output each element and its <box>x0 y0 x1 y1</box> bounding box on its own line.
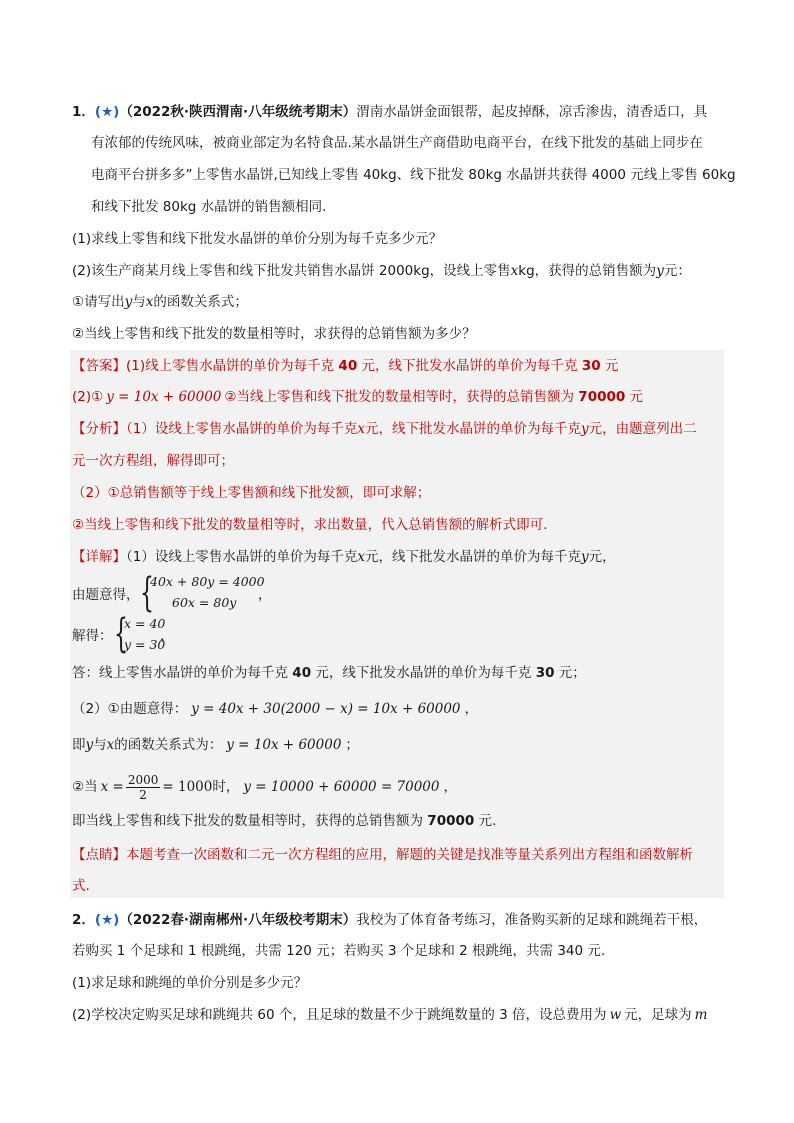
detail-value: 30 <box>535 665 555 681</box>
comment-text: 本题考查一次函数和二元一次方程组的应用，解题的关键是找准等量关系列出方程组和函数解析 <box>126 847 693 863</box>
answer-value: 30 <box>581 358 601 374</box>
analysis-line4: ②当线上零售和线下批发的数量相等时，求出数量，代入总销售额的解析式即可. <box>72 517 548 533</box>
q1-line4: 和线下批发 80kg 水晶饼的销售额相同. <box>91 199 327 215</box>
var-w: w <box>609 1007 622 1023</box>
detail-line5 <box>72 699 478 719</box>
detail-text: 即当线上零售和线下批发的数量相等时，获得的总销售额为 <box>72 813 428 829</box>
answer-line1 <box>72 356 618 376</box>
analysis-text: （1）设线上零售水晶饼的单价为每千克 <box>126 421 358 437</box>
comment-line2: 式. <box>72 878 90 894</box>
difficulty-star-icon: (★) <box>94 104 120 120</box>
comment-line1 <box>72 845 693 865</box>
analysis-text: 元，由题意列出二 <box>588 421 697 437</box>
answer-text: ②当线上零售和线下批发的数量相等时，获得的总销售额为 <box>224 389 579 405</box>
question-number: 2． <box>72 912 95 928</box>
detail-line1 <box>72 547 616 567</box>
detail-text: 元，线下批发水晶饼的单价为每千克 <box>364 549 581 565</box>
detail-text: 与 <box>93 737 107 753</box>
detail-text: 元， <box>588 549 616 565</box>
left-brace: { <box>140 570 154 616</box>
sub21-a: ①请写出 <box>72 294 125 310</box>
detail-text: ②当 <box>72 779 98 795</box>
sub2-text-b: 元，足球为 <box>624 1007 692 1023</box>
question-source: （2022秋·陕西渭南·八年级统考期末） <box>119 104 357 120</box>
left-brace: { <box>114 611 128 657</box>
q1-sub2 <box>72 261 691 281</box>
q1-line1 <box>72 102 707 122</box>
analysis-line3: （2）①总销售额等于线上零售额和线下批发额，即可求解； <box>72 485 431 501</box>
answer-text: (1)线上零售水晶饼的单价为每千克 <box>126 358 339 374</box>
equation-end: ， <box>258 587 272 603</box>
fraction-denominator: 2 <box>139 787 147 802</box>
answer-text: 元 <box>625 389 644 405</box>
question-source: （2022春·湖南郴州·八年级校考期末） <box>119 912 357 928</box>
detail-line6 <box>72 735 359 755</box>
solution-x: x = 40 <box>124 616 166 631</box>
answer-label: 【答案】 <box>72 358 126 374</box>
q1-sub2-1 <box>72 292 248 312</box>
q1-sub1: (1)求线上零售和线下批发水晶饼的单价分别为每千克多少元？ <box>72 231 443 247</box>
sub2-text-a: (2)该生产商某月线上零售和线下批发共销售水晶饼 2000kg，设线上零售 <box>72 263 511 279</box>
q2-sub2 <box>72 1005 707 1025</box>
q2-line2: 若购买 1 个足球和 1 根跳绳，共需 120 元；若购买 3 个足球和 2 根跳绳，共需 340 元. <box>72 943 606 959</box>
var-x: x <box>106 737 115 753</box>
detail-text: ， <box>443 779 457 795</box>
var-x: x <box>145 294 154 310</box>
analysis-line1 <box>72 419 697 439</box>
var-m: m <box>694 1007 708 1023</box>
detail-text: 时， <box>212 779 240 795</box>
difficulty-star-icon: (★) <box>94 912 120 928</box>
sub21-c: 的函数关系式； <box>153 294 248 310</box>
answer-prefix: (2)① <box>72 389 104 405</box>
detail-text: 元，线下批发水晶饼的单价为每千克 <box>311 665 536 681</box>
sub2-text-b: kg，获得的总销售额为 <box>518 263 657 279</box>
answer-formula: y = 10x + 60000 <box>106 389 222 405</box>
answer-text: 元，线下批发水晶饼的单价为每千克 <box>357 358 582 374</box>
var-x: x <box>357 421 365 437</box>
detail-text: 的函数关系式为： <box>114 737 223 753</box>
q2-sub1: (1)求足球和跳绳的单价分别是多少元？ <box>72 975 308 991</box>
q2-line1 <box>72 910 707 930</box>
fraction-numerator: 2000 <box>127 772 159 787</box>
detail-text: 即 <box>72 737 86 753</box>
var-y: y <box>580 549 589 565</box>
detail-label: 【详解】 <box>72 549 126 565</box>
detail-formula: y = 10000 + 60000 = 70000 <box>243 779 440 795</box>
var-x: x <box>357 549 365 565</box>
detail-formula: y = 40x + 30(2000 − x) = 10x + 60000 <box>191 701 461 717</box>
detail-text: ； <box>345 737 359 753</box>
solution-end: ， <box>160 628 174 644</box>
detail-text: 元； <box>554 665 586 681</box>
q1-line3: 电商平台拼多多”上零售水晶饼,已知线上零售 40kg、线下批发 80kg 水晶饼共获得 4000 元线上零售 60kg <box>91 167 736 183</box>
equation-1: 40x + 80y = 4000 <box>150 574 265 589</box>
q1-sub2-2: ②当线上零售和线下批发的数量相等时，求获得的总销售额为多少？ <box>72 326 476 342</box>
analysis-text: 元，线下批发水晶饼的单价为每千克 <box>364 421 581 437</box>
detail-label-given: 由题意得， <box>72 587 140 603</box>
detail-line7 <box>72 770 457 804</box>
detail-value: 70000 <box>427 813 475 829</box>
analysis-line2: 元一次方程组，解得即可； <box>72 453 234 469</box>
var-x: x <box>510 263 519 279</box>
detail-formula: y = 10x + 60000 <box>226 737 342 753</box>
detail-line4 <box>72 663 586 683</box>
solution-y: y = 30 <box>124 637 166 652</box>
fraction <box>126 773 161 802</box>
sub21-b: 与 <box>132 294 146 310</box>
detail-value: 40 <box>292 665 312 681</box>
detail-text: ， <box>464 701 479 717</box>
var-y: y <box>580 421 589 437</box>
detail-formula: x = <box>100 779 124 795</box>
sub2-text-a: (2)学校决定购买足球和跳绳共 60 个，且足球的数量不少于跳绳数量的 3 倍，设总费用为 <box>72 1007 607 1023</box>
var-y: y <box>124 294 133 310</box>
equation-2: 60x = 80y <box>172 595 237 610</box>
analysis-label: 【分析】 <box>72 421 126 437</box>
detail-text: （2）①由题意得： <box>72 701 188 717</box>
detail-text: 答：线上零售水晶饼的单价为每千克 <box>72 665 293 681</box>
detail-text: 元. <box>474 813 497 829</box>
question-number: 1． <box>72 104 95 120</box>
answer-value: 70000 <box>578 389 626 405</box>
comment-label: 【点睛】 <box>72 847 126 863</box>
detail-formula: = 1000 <box>162 779 213 795</box>
question-text: 渭南水晶饼金面银帮，起皮掉酥，凉舌渗齿，清香适口，具 <box>356 104 708 120</box>
var-y: y <box>85 737 94 753</box>
answer-value: 40 <box>338 358 358 374</box>
detail-label-solve: 解得： <box>72 628 113 644</box>
var-y: y <box>656 263 664 279</box>
detail-line8 <box>72 811 496 831</box>
q1-line2: 有浓郁的传统风味，被商业部定为名特食品.某水晶饼生产商借助电商平台，在线下批发的基础上同步在 <box>91 135 703 151</box>
sub2-text-c: 元： <box>663 263 691 279</box>
question-text: 我校为了体育备考练习，准备购买新的足球和跳绳若干根， <box>356 912 708 928</box>
answer-line2 <box>72 387 643 407</box>
detail-text: （1）设线上零售水晶饼的单价为每千克 <box>126 549 358 565</box>
answer-text: 元 <box>600 358 619 374</box>
